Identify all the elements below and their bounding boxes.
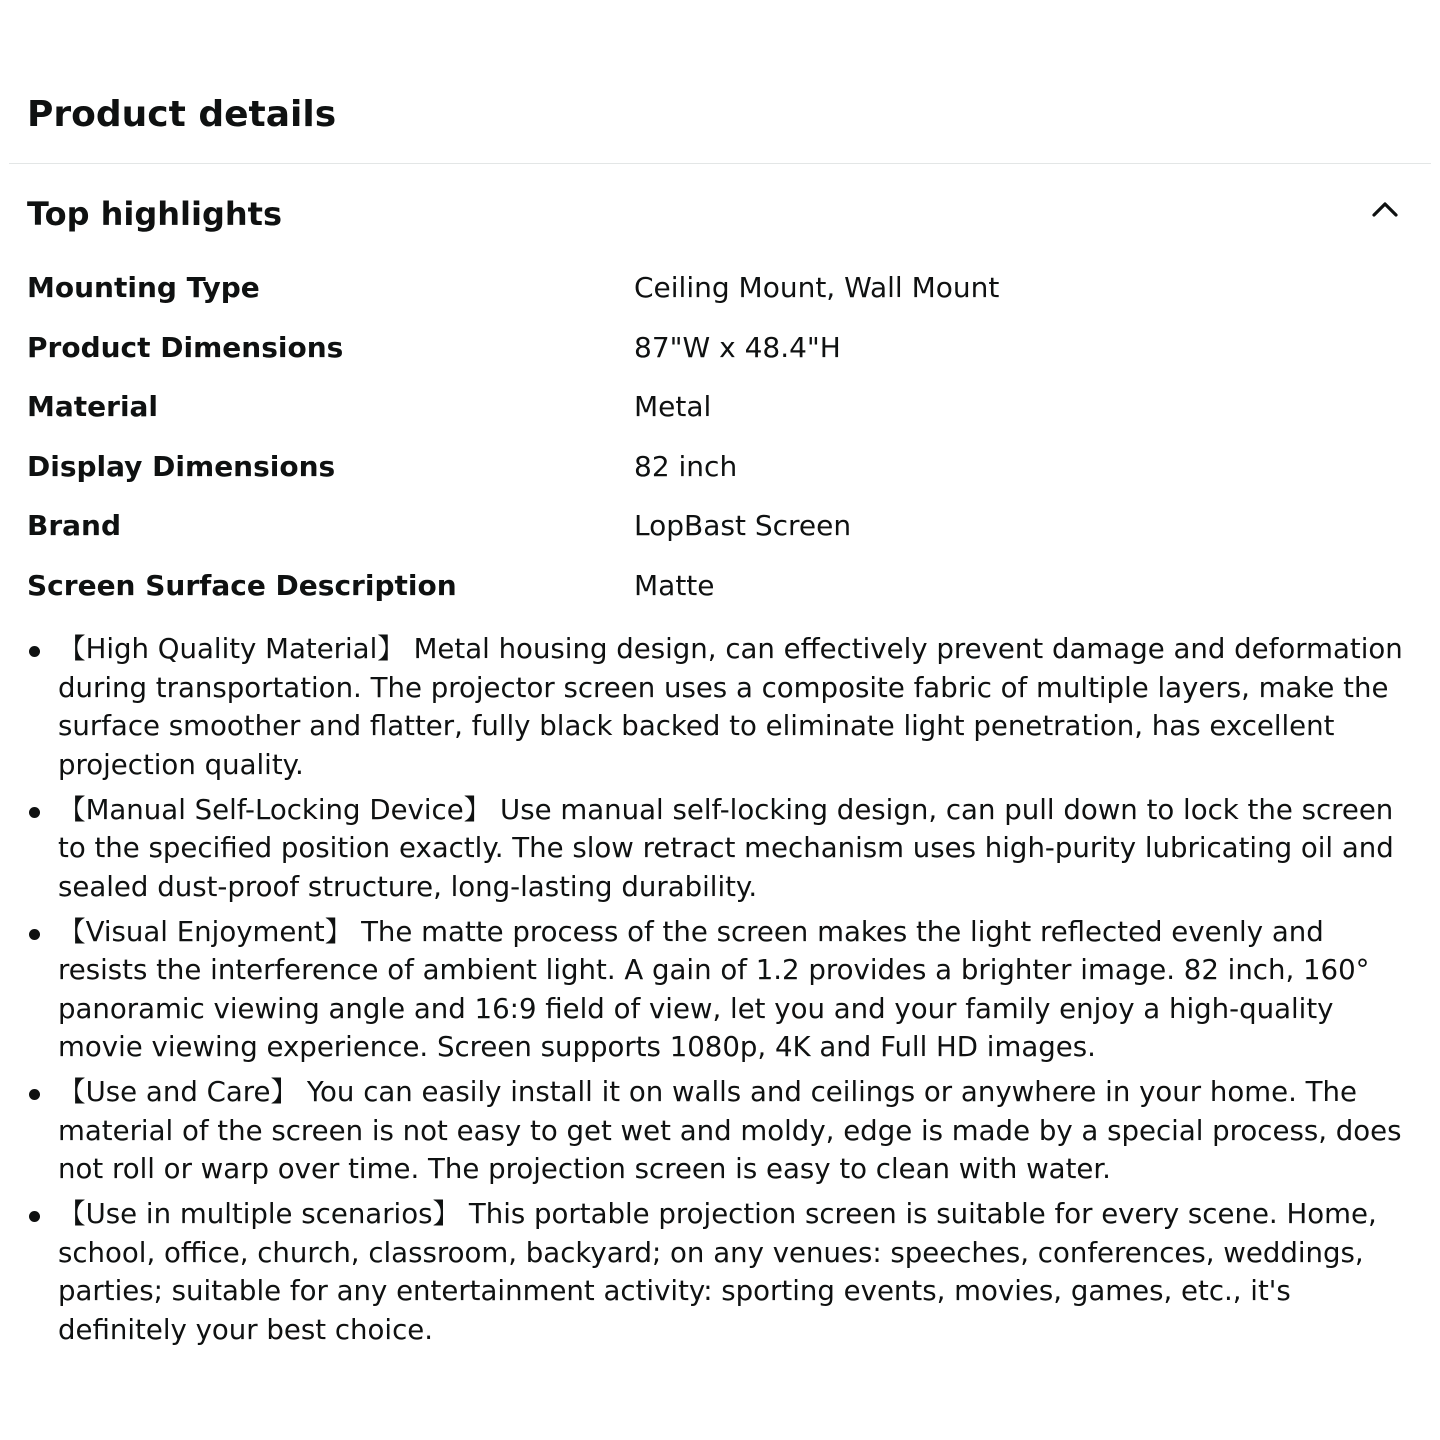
feature-bullet [0,791,1440,907]
spec-label: Brand [27,509,122,543]
feature-bullet [0,1195,1440,1349]
feature-bullet [0,913,1440,1067]
bullet-dot-icon [29,1089,40,1100]
spec-value: Matte [634,568,715,602]
spec-row-mounting-type [27,262,1417,322]
bullet-dot-icon [29,646,40,657]
feature-bullet-text: 【Visual Enjoyment】 The matte process of the screen makes the light reflected evenly and resists the interference of ambient light. A gain of 1.2 provides a brighter image. 82 inch, 160° panoramic viewing angle and 16:9 field of view, let you and your family enjoy a high-quality movie viewing experience. Screen supports 1080p, 4K and Full HD images. [58,914,1370,1063]
spec-value: Ceiling Mount, Wall Mount [634,271,1000,304]
spec-row-screen-surface [27,560,1417,620]
spec-row-display-dimensions [27,441,1417,501]
bullet-dot-icon [29,1211,40,1222]
spec-row-product-dimensions [27,322,1417,382]
feature-bullet-text: 【High Quality Material】 Metal housing design, can effectively prevent damage and deformation during transportation. The projector screen uses a composite fabric of multiple layers, make the surface smoother and flatter, fully black backed to eliminate light penetration, has excellent projection quality. [58,632,1403,781]
feature-bullet-text: 【Use and Care】 You can easily install it on walls and ceilings or anywhere in your home. The material of the screen is not easy to get wet and moldy, edge is made by a special process, does not roll or warp over time. The projection screen is easy to clean with water. [58,1075,1402,1185]
spec-row-brand [27,500,1417,560]
spec-table [27,262,1417,620]
spec-row-material [27,381,1417,441]
collapse-toggle-button[interactable] [1367,192,1403,224]
spec-value: 87"W x 48.4"H [634,330,841,364]
spec-value: Metal [634,390,712,424]
feature-bullet [0,1073,1440,1189]
section-divider [9,163,1431,164]
spec-label: Display Dimensions [27,449,336,483]
spec-label: Product Dimensions [27,330,344,364]
spec-label: Mounting Type [27,271,260,304]
feature-bullet [0,630,1440,784]
spec-value: 82 inch [634,449,738,483]
top-highlights-header[interactable] [0,190,1440,240]
chevron-up-icon [1367,192,1403,224]
page-title: Product details [27,94,337,135]
feature-bullet-text: 【Use in multiple scenarios】 This portable projection screen is suitable for every scene. Home, school, office, church, classroom, backyard; on any venues: speeches, conferences, weddings, parties; suitable for any entertainment activity: sporting events, movies, games, etc., it's definitely your best choice. [58,1197,1377,1346]
feature-bullet-list [0,630,1440,1356]
spec-value: LopBast Screen [634,509,852,543]
section-title: Top highlights [27,195,283,233]
spec-label: Material [27,390,159,424]
feature-bullet-text: 【Manual Self-Locking Device】 Use manual self-locking design, can pull down to lock the screen to the specified position exactly. The slow retract mechanism uses high-purity lubricating oil and sealed dust-proof structure, long-lasting durability. [58,792,1394,903]
bullet-dot-icon [29,929,40,940]
spec-label: Screen Surface Description [27,568,457,602]
bullet-dot-icon [29,807,40,818]
